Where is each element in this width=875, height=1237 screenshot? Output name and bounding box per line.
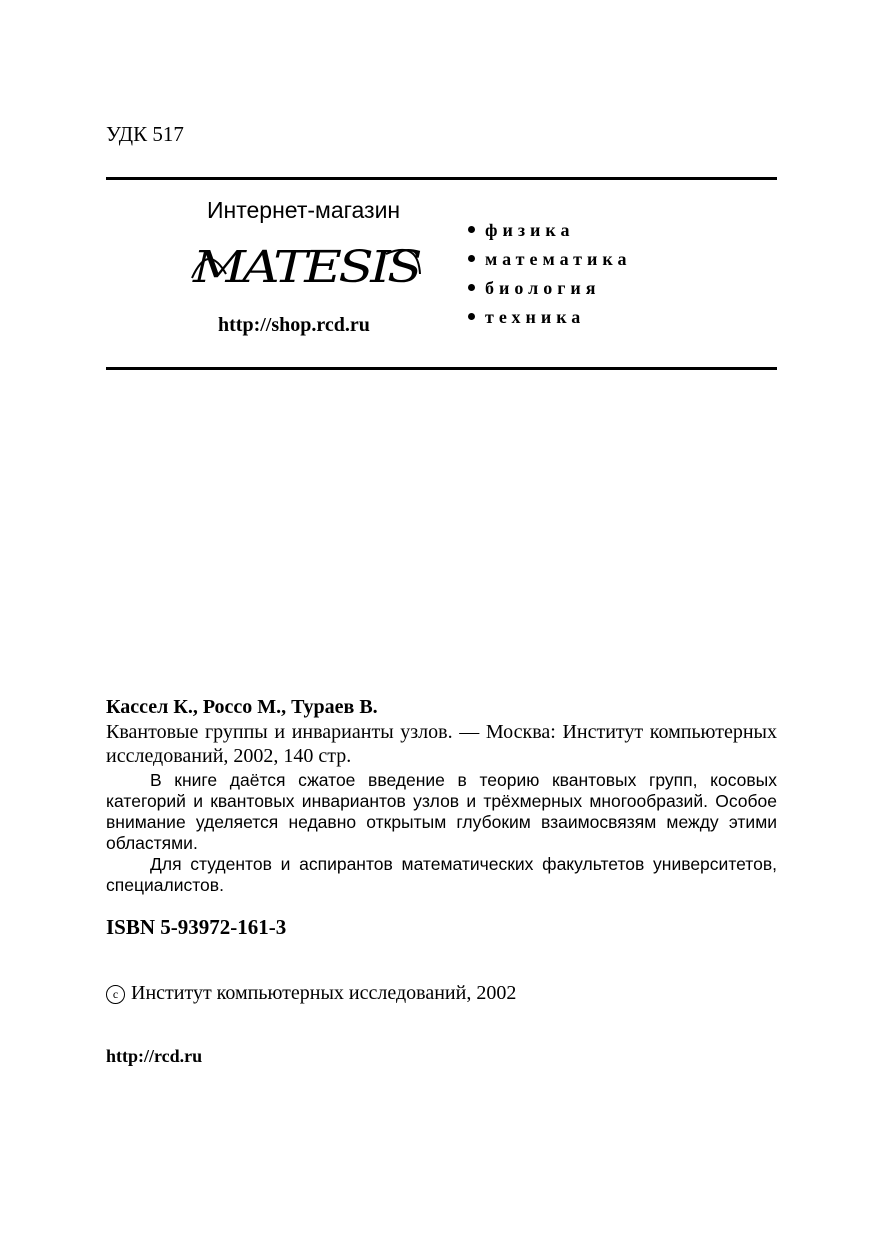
logo-wordmark: MATESIS	[191, 242, 422, 293]
copyright-text: Институт компьютерных исследований, 2002	[131, 982, 517, 1004]
bullet-icon	[468, 226, 475, 233]
matesis-logo	[188, 234, 424, 298]
topic-list	[468, 216, 632, 332]
topic-item	[468, 303, 632, 332]
copyright-line	[106, 982, 516, 1005]
udk-code: УДК 517	[106, 122, 184, 146]
site-url-link[interactable]: http://rcd.ru	[106, 1046, 203, 1066]
bottom-rule	[106, 367, 777, 370]
topic-label: математика	[485, 249, 632, 269]
book-annotation	[106, 770, 777, 896]
top-rule	[106, 177, 777, 180]
annotation-paragraph: Для студентов и аспирантов математических факультетов университетов, специалистов.	[106, 854, 777, 895]
annotation-paragraph: В книге даётся сжатое введение в теорию квантовых групп, косовых категорий и квантовых инвариантов узлов и трёхмерных многообразий. Особое внимание уделяется недавно открытым глубоким взаимосвязям между этими областями.	[106, 770, 777, 853]
topic-item	[468, 245, 632, 274]
bullet-icon	[468, 255, 475, 262]
shop-label: Интернет-магазин	[207, 197, 401, 223]
topic-item	[468, 274, 632, 303]
topic-label: техника	[485, 307, 586, 327]
topic-label: биология	[485, 278, 601, 298]
copyright-icon: c	[106, 985, 125, 1004]
bullet-icon	[468, 313, 475, 320]
shop-url-link[interactable]: http://shop.rcd.ru	[218, 314, 370, 336]
topic-label: физика	[485, 220, 575, 240]
book-citation: Квантовые группы и инварианты узлов. — Москва: Институт компьютерных исследований, 2002, 140 стр.	[106, 721, 777, 767]
topic-item	[468, 216, 632, 245]
book-authors: Кассел К., Россо М., Тураев В.	[106, 696, 378, 718]
isbn: ISBN 5-93972-161-3	[106, 915, 287, 939]
bullet-icon	[468, 284, 475, 291]
